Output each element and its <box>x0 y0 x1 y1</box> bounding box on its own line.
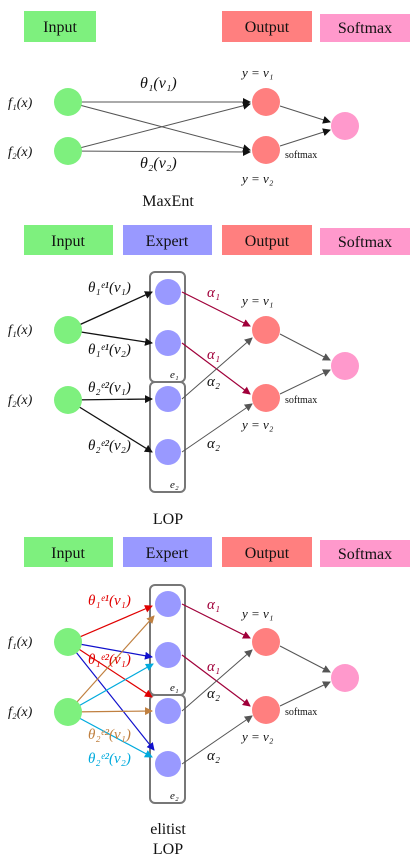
maxent-legend <box>24 11 410 42</box>
output-node-v2 <box>252 384 280 412</box>
label-y-v1: y = v₁ <box>242 606 274 621</box>
edge-out2-softmax <box>280 130 330 146</box>
label-theta-e2-v2: θ₂ᵉ²(v₂) <box>88 438 131 454</box>
label-f1: f₁(x) <box>8 635 33 650</box>
legend-input-label: Input <box>51 233 85 250</box>
legend-output-label: Output <box>244 19 290 36</box>
label-theta-e2-v2: θ₂ᵉ²(v₂) <box>88 751 131 767</box>
label-f2: f₂(x) <box>8 705 33 720</box>
label-f1: f₁(x) <box>8 96 33 111</box>
legend-input-label: Input <box>43 19 77 36</box>
legend-expert-label: Expert <box>145 233 189 250</box>
label-alpha1-top: α₁ <box>207 597 221 613</box>
edge-f2-e1b-cyan <box>68 664 153 712</box>
label-e1: e₁ <box>170 682 179 694</box>
edge-out2-softmax <box>280 682 330 706</box>
legend-softmax-label: Softmax <box>337 234 393 251</box>
lop-legend <box>24 225 410 255</box>
label-alpha2-mid: α₂ <box>207 686 221 702</box>
edge-f1-out2 <box>68 102 250 150</box>
expert-node-e1b <box>155 330 181 356</box>
label-theta-e2-v1: θ₂ᵉ²(v₁) <box>88 727 131 743</box>
softmax-node <box>331 112 359 140</box>
output-node-v2 <box>252 136 280 164</box>
legend-output-label: Output <box>244 545 290 562</box>
label-theta2: θ₂(v₂) <box>140 155 177 172</box>
input-node-f2 <box>54 386 82 414</box>
legend-softmax-label: Softmax <box>337 20 393 37</box>
edge-f2-out1 <box>68 104 250 151</box>
edge-out1-softmax <box>280 106 330 122</box>
label-alpha1-mid: α₁ <box>207 347 221 363</box>
caption-elitist-lop: LOP <box>152 841 184 858</box>
label-theta1: θ₁(v₁) <box>140 75 177 92</box>
output-node-v1 <box>252 88 280 116</box>
label-alpha1-mid: α₁ <box>207 659 221 675</box>
expert-node-e2b <box>155 439 181 465</box>
output-node-v1 <box>252 628 280 656</box>
input-node-f2 <box>54 137 82 165</box>
legend-softmax-label: Softmax <box>337 546 393 563</box>
edge-out1-softmax <box>280 334 330 360</box>
label-theta-e2-v1-top: θ₁ᵉ²(v₁) <box>88 652 131 668</box>
softmax-node <box>331 664 359 692</box>
label-softmax: softmax <box>285 395 318 406</box>
label-softmax: softmax <box>285 150 318 161</box>
softmax-node <box>331 352 359 380</box>
label-theta-e1-v2: θ₁ᵉ¹(v₂) <box>88 342 131 358</box>
expert-node-e1a <box>155 591 181 617</box>
expert-node-e1a <box>155 279 181 305</box>
edge-f2-out2 <box>68 151 250 152</box>
label-f2: f₂(x) <box>8 393 33 408</box>
legend-expert-label: Expert <box>145 545 189 562</box>
caption-elitist: elitist <box>150 821 186 838</box>
label-alpha2-bottom: α₂ <box>207 436 221 452</box>
label-e2: e₂ <box>170 790 179 802</box>
expert-node-e2b <box>155 751 181 777</box>
label-theta-e1-v1: θ₁ᵉ¹(v₁) <box>88 280 131 296</box>
input-node-f1 <box>54 88 82 116</box>
expert-node-e2a <box>155 698 181 724</box>
label-alpha2-bottom: α₂ <box>207 748 221 764</box>
maxent-section <box>8 11 410 210</box>
label-softmax: softmax <box>285 707 318 718</box>
legend-input-label: Input <box>51 545 85 562</box>
label-alpha1-top: α₁ <box>207 285 221 301</box>
label-y-v2: y = v₂ <box>242 729 274 744</box>
label-alpha2-mid: α₂ <box>207 374 221 390</box>
label-theta-e1-v1: θ₁ᵉ¹(v₁) <box>88 593 131 609</box>
input-node-f2 <box>54 698 82 726</box>
output-node-v1 <box>252 316 280 344</box>
edge-out2-softmax <box>280 370 330 394</box>
label-e2: e₂ <box>170 479 179 491</box>
label-e1: e₁ <box>170 369 179 381</box>
label-y-v1: y = v₁ <box>242 293 274 308</box>
label-f2: f₂(x) <box>8 145 33 160</box>
label-y-v1: y = v₁ <box>242 65 274 80</box>
caption-maxent: MaxEnt <box>142 193 194 210</box>
caption-lop: LOP <box>152 511 184 528</box>
expert-node-e1b <box>155 642 181 668</box>
label-y-v2: y = v₂ <box>242 171 274 186</box>
label-y-v2: y = v₂ <box>242 417 274 432</box>
output-node-v2 <box>252 696 280 724</box>
input-node-f1 <box>54 316 82 344</box>
label-theta-e2-v1: θ₂ᵉ²(v₁) <box>88 380 131 396</box>
elitist-legend <box>24 537 410 567</box>
lop-section <box>8 225 410 528</box>
edge-out1-softmax <box>280 646 330 672</box>
elitist-section <box>8 537 410 858</box>
legend-output-label: Output <box>244 233 290 250</box>
input-node-f1 <box>54 628 82 656</box>
label-f1: f₁(x) <box>8 323 33 338</box>
expert-node-e2a <box>155 386 181 412</box>
